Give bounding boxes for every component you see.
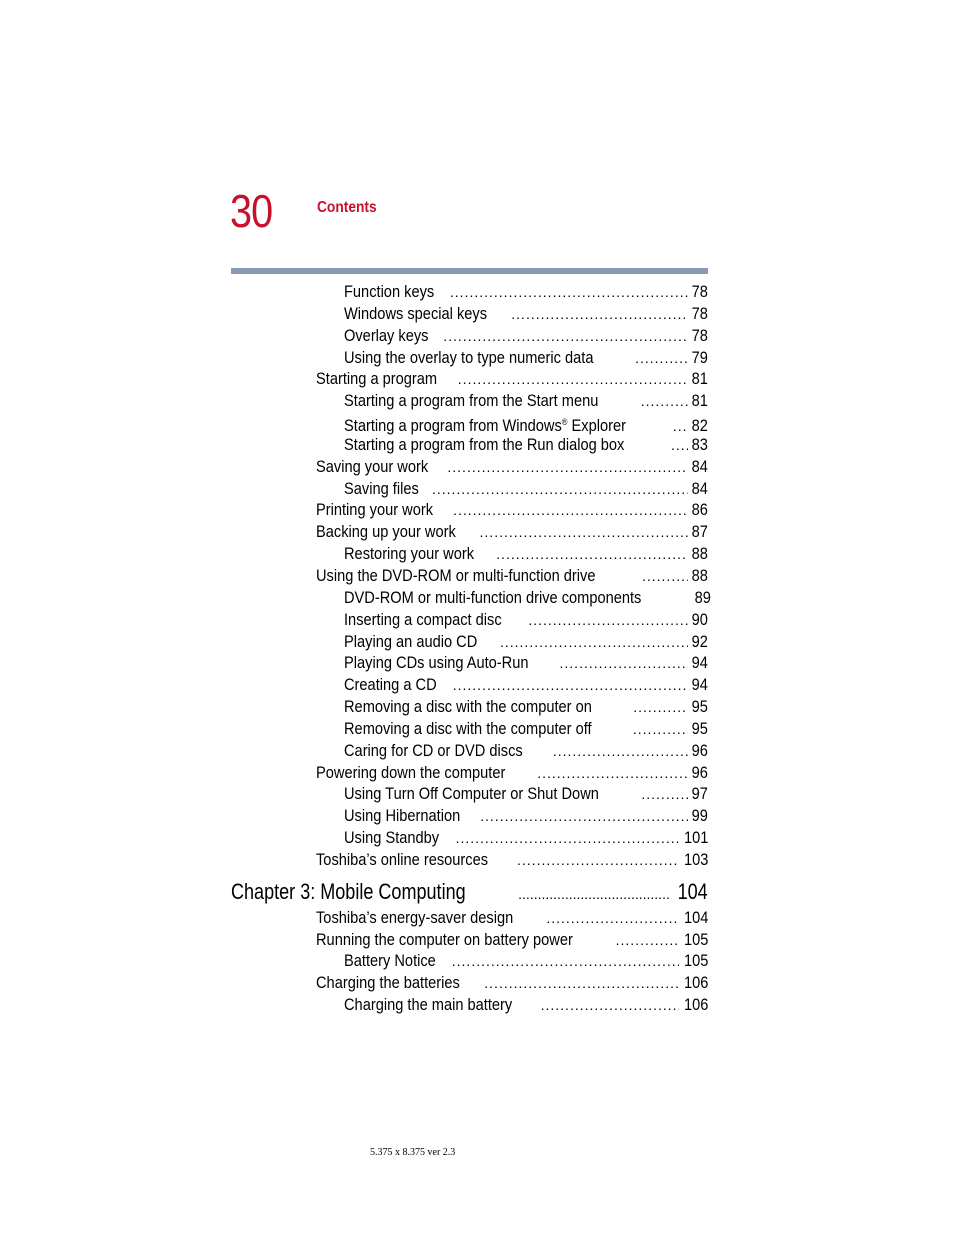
toc-entry[interactable] — [231, 368, 708, 390]
toc-leader-dots — [453, 675, 688, 697]
toc-entry[interactable] — [231, 950, 708, 972]
toc-entry-title: Using the DVD-ROM or multi-function drive — [316, 565, 596, 585]
header-rule — [231, 268, 708, 274]
toc-entry-title: Chapter 3: Mobile Computing — [231, 878, 466, 904]
toc-leader-dots — [453, 500, 688, 522]
toc-entry[interactable] — [231, 929, 708, 951]
toc-leader-dots — [500, 632, 688, 654]
toc-entry-page: 95 — [691, 718, 708, 738]
toc-entry[interactable] — [231, 456, 708, 478]
toc-entry-title: Toshiba’s energy-saver design — [316, 907, 514, 927]
toc-leader-dots — [458, 369, 688, 391]
toc-entry[interactable] — [231, 587, 711, 609]
toc-entry[interactable] — [231, 325, 708, 347]
toc-entry-page: 81 — [691, 391, 708, 411]
toc-entry[interactable] — [231, 412, 708, 434]
toc-leader-dots — [480, 522, 689, 544]
toc-entry[interactable] — [231, 434, 708, 456]
toc-entry-title: Running the computer on battery power — [316, 929, 573, 949]
table-of-contents — [231, 281, 711, 1016]
toc-leader-dots — [541, 995, 679, 1017]
toc-entry-page: 83 — [691, 434, 708, 454]
toc-leader-dots — [518, 879, 670, 909]
toc-entry[interactable] — [231, 740, 708, 762]
toc-entry[interactable] — [231, 565, 708, 587]
toc-entry-title: Overlay keys — [344, 325, 429, 345]
toc-entry-title: Using Standby — [344, 828, 440, 848]
toc-entry-page: 92 — [691, 631, 708, 651]
toc-entry[interactable] — [231, 390, 708, 412]
toc-entry-page: 78 — [691, 303, 708, 323]
toc-entry[interactable] — [231, 994, 708, 1016]
toc-entry-title: Function keys — [344, 282, 435, 301]
toc-entry-title: Using Turn Off Computer or Shut Down — [344, 784, 599, 804]
toc-entry-page: 99 — [691, 806, 708, 826]
toc-entry[interactable] — [231, 543, 708, 565]
toc-entry-title: Saving your work — [316, 456, 429, 476]
toc-entry-page: 104 — [677, 878, 708, 904]
toc-entry-title: Caring for CD or DVD discs — [344, 740, 523, 760]
toc-leader-dots — [537, 763, 688, 785]
toc-leader-dots — [480, 806, 688, 828]
toc-entry[interactable] — [231, 609, 708, 631]
toc-entry-title: Charging the main battery — [344, 995, 513, 1015]
toc-leader-dots — [452, 951, 679, 973]
toc-entry[interactable] — [231, 972, 708, 994]
toc-entry-page: 104 — [683, 907, 708, 927]
toc-leader-dots — [641, 784, 688, 806]
toc-entry-page: 88 — [691, 565, 708, 585]
toc-entry-page: 81 — [691, 369, 708, 389]
toc-entry-page: 84 — [691, 456, 708, 476]
toc-entry-title: Starting a program from the Start menu — [344, 391, 599, 411]
toc-entry-page: 94 — [691, 675, 708, 695]
toc-entry-page: 87 — [691, 522, 708, 542]
toc-entry-title: Battery Notice — [344, 951, 436, 971]
toc-entry-title: Restoring your work — [344, 544, 475, 564]
toc-entry-page: 82 — [691, 416, 708, 436]
toc-entry-title: Charging the batteries — [316, 973, 460, 993]
toc-chapter-entry[interactable] — [231, 877, 708, 907]
page-number: 30 — [230, 185, 273, 237]
toc-leader-dots — [633, 719, 688, 741]
toc-entry-page: 96 — [691, 740, 708, 760]
toc-leader-dots — [517, 850, 679, 872]
toc-leader-dots — [528, 610, 688, 632]
toc-leader-dots — [616, 930, 679, 952]
toc-entry-title: Printing your work — [316, 500, 434, 520]
toc-entry-title: Powering down the computer — [316, 762, 506, 782]
toc-entry-title: Starting a program from Windows® Explorer — [344, 416, 626, 436]
toc-entry-page: 106 — [683, 995, 708, 1015]
toc-entry[interactable] — [231, 696, 708, 718]
toc-entry-title: Using the overlay to type numeric data — [344, 347, 594, 367]
toc-leader-dots — [546, 908, 678, 930]
toc-entry-page: 78 — [691, 325, 708, 345]
toc-entry[interactable] — [231, 303, 708, 325]
toc-entry[interactable] — [231, 499, 708, 521]
toc-entry-page: 103 — [683, 849, 708, 869]
toc-entry-title: Playing CDs using Auto-Run — [344, 653, 529, 673]
toc-leader-dots — [484, 973, 678, 995]
toc-entry-title: Playing an audio CD — [344, 631, 478, 651]
toc-leader-dots — [456, 828, 679, 850]
toc-entry[interactable] — [231, 827, 708, 849]
toc-entry-title: Removing a disc with the computer on — [344, 697, 592, 717]
toc-leader-dots — [642, 566, 688, 588]
toc-entry-title: Backing up your work — [316, 522, 456, 542]
toc-leader-dots — [671, 435, 688, 457]
footer-version: 5.375 x 8.375 ver 2.3 — [370, 1147, 456, 1158]
toc-entry-page: 97 — [691, 784, 708, 804]
toc-entry[interactable] — [231, 521, 708, 543]
toc-entry[interactable] — [231, 347, 708, 369]
toc-entry-page: 78 — [691, 282, 708, 301]
toc-leader-dots — [641, 391, 688, 413]
toc-entry-page: 105 — [683, 929, 708, 949]
toc-entry-page: 94 — [691, 653, 708, 673]
toc-leader-dots — [553, 741, 688, 763]
toc-entry-title: Removing a disc with the computer off — [344, 718, 592, 738]
toc-entry-title: Creating a CD — [344, 675, 437, 695]
toc-entry-page: 90 — [691, 609, 708, 629]
toc-leader-dots — [560, 653, 689, 675]
toc-entry-title: Starting a program from the Run dialog box — [344, 434, 625, 454]
toc-entry-page: 101 — [683, 828, 708, 848]
toc-leader-dots — [443, 326, 688, 348]
toc-entry[interactable] — [231, 674, 708, 696]
toc-entry[interactable] — [231, 783, 708, 805]
toc-entry[interactable] — [231, 849, 708, 871]
toc-entry[interactable] — [231, 762, 708, 784]
toc-entry-page: 105 — [683, 951, 708, 971]
toc-entry[interactable] — [231, 718, 708, 740]
toc-leader-dots — [635, 348, 688, 370]
toc-entry-page: 106 — [683, 973, 708, 993]
toc-entry-title: Toshiba’s online resources — [316, 849, 489, 869]
toc-leader-dots — [511, 304, 688, 326]
toc-entry[interactable] — [231, 652, 708, 674]
toc-leader-dots — [432, 479, 688, 501]
toc-leader-dots — [496, 544, 688, 566]
toc-leader-dots — [450, 282, 688, 304]
running-head: Contents — [317, 199, 377, 216]
toc-entry-page: 86 — [691, 500, 708, 520]
toc-entry-title: Windows special keys — [344, 303, 488, 323]
toc-entry[interactable] — [231, 907, 708, 929]
toc-entry-page: 88 — [691, 544, 708, 564]
toc-entry-title: Starting a program — [316, 369, 438, 389]
toc-entry-title: Inserting a compact disc — [344, 609, 502, 629]
toc-entry-title: Using Hibernation — [344, 806, 461, 826]
toc-entry-title: Saving files — [344, 478, 419, 498]
toc-entry-page: 79 — [691, 347, 708, 367]
toc-entry[interactable] — [231, 478, 708, 500]
toc-entry-page: 84 — [691, 478, 708, 498]
toc-entry-page: 89 — [694, 587, 711, 607]
toc-leader-dots — [633, 697, 688, 719]
toc-entry[interactable] — [231, 805, 708, 827]
toc-entry-page: 96 — [691, 762, 708, 782]
toc-entry[interactable] — [231, 631, 708, 653]
toc-entry-page: 95 — [691, 697, 708, 717]
toc-entry[interactable] — [231, 281, 708, 303]
toc-leader-dots — [447, 457, 688, 479]
toc-entry-title: DVD-ROM or multi-function drive components — [344, 587, 642, 607]
